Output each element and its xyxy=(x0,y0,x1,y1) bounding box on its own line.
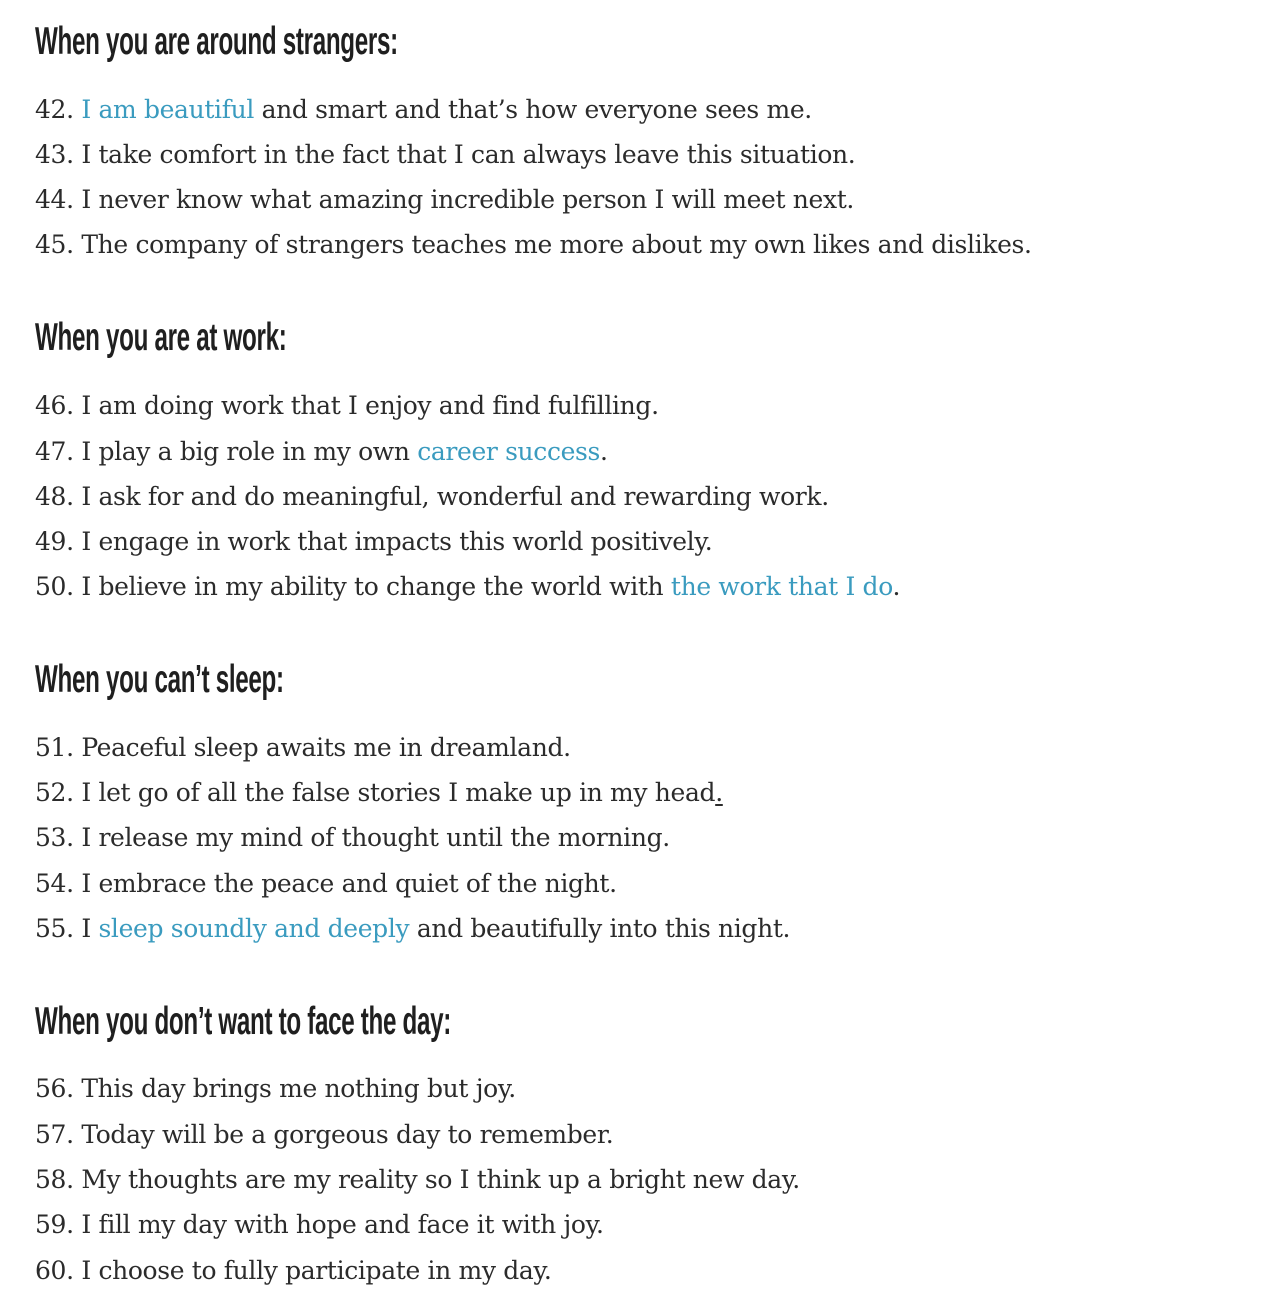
affirmation-60 xyxy=(35,1255,551,1287)
item-number: 59. xyxy=(35,1210,74,1239)
item-text: I choose to fully participate in my day. xyxy=(81,1256,552,1285)
item-number: 53. xyxy=(35,823,74,852)
affirmation-46 xyxy=(35,390,659,422)
item-text: I fill my day with hope and face it with joy. xyxy=(81,1210,604,1239)
affirmation-47 xyxy=(35,436,608,468)
item-text: I am doing work that I enjoy and find fulfilling. xyxy=(81,391,659,420)
item-number: 42. xyxy=(35,95,74,124)
item-number: 55. xyxy=(35,914,74,943)
item-text: I engage in work that impacts this world positively. xyxy=(81,527,713,556)
affirmation-54 xyxy=(35,868,617,900)
item-text: My thoughts are my reality so I think up a bright new day. xyxy=(81,1165,800,1194)
career-success-link[interactable]: career success xyxy=(417,437,601,466)
affirmation-56 xyxy=(35,1073,516,1105)
sleep-soundly-link[interactable]: sleep soundly and deeply xyxy=(98,914,410,943)
affirmation-43 xyxy=(35,139,855,171)
affirmation-42 xyxy=(35,94,812,126)
section-heading-face-the-day: When you don’t want to face the day: xyxy=(35,1000,452,1043)
item-number: 46. xyxy=(35,391,74,420)
item-number: 57. xyxy=(35,1120,74,1149)
item-number: 56. xyxy=(35,1074,74,1103)
item-text: and smart and that’s how everyone sees me. xyxy=(254,95,812,124)
item-text: I believe in my ability to change the world with xyxy=(81,572,671,601)
item-text: I ask for and do meaningful, wonderful and rewarding work. xyxy=(81,482,829,511)
item-text: I xyxy=(81,914,99,943)
section-heading-work: When you are at work: xyxy=(35,316,287,359)
item-text: This day brings me nothing but joy. xyxy=(81,1074,516,1103)
affirmation-55 xyxy=(35,913,790,945)
affirmation-59 xyxy=(35,1209,604,1241)
item-number: 51. xyxy=(35,733,74,762)
item-text: I play a big role in my own xyxy=(81,437,418,466)
affirmation-58 xyxy=(35,1164,800,1196)
item-text: I never know what amazing incredible person I will meet next. xyxy=(81,185,854,214)
item-number: 47. xyxy=(35,437,74,466)
item-number: 60. xyxy=(35,1256,74,1285)
item-text: and beautifully into this night. xyxy=(409,914,791,943)
section-heading-strangers: When you are around strangers: xyxy=(35,20,398,63)
head-period-link[interactable]: . xyxy=(715,778,723,807)
item-text: Today will be a gorgeous day to remember. xyxy=(81,1120,614,1149)
affirmation-50 xyxy=(35,571,900,603)
item-text: . xyxy=(892,572,901,601)
affirmation-48 xyxy=(35,481,829,513)
affirmation-51 xyxy=(35,732,571,764)
item-text: . xyxy=(600,437,608,466)
item-text: I let go of all the false stories I make up in my head xyxy=(81,778,716,807)
the-work-that-i-do-link[interactable]: the work that I do xyxy=(670,572,893,601)
item-text: I embrace the peace and quiet of the night. xyxy=(81,869,617,898)
affirmation-53 xyxy=(35,822,670,854)
affirmation-44 xyxy=(35,184,854,216)
affirmation-49 xyxy=(35,526,712,558)
item-text: The company of strangers teaches me more about my own likes and dislikes. xyxy=(81,230,1032,259)
item-number: 49. xyxy=(35,527,74,556)
item-number: 48. xyxy=(35,482,74,511)
i-am-beautiful-link[interactable]: I am beautiful xyxy=(81,95,255,124)
item-number: 45. xyxy=(35,230,74,259)
item-number: 54. xyxy=(35,869,74,898)
section-heading-sleep: When you can’t sleep: xyxy=(35,658,284,701)
item-number: 50. xyxy=(35,572,74,601)
affirmation-57 xyxy=(35,1119,613,1151)
item-number: 58. xyxy=(35,1165,74,1194)
item-text: I take comfort in the fact that I can always leave this situation. xyxy=(81,140,856,169)
item-number: 52. xyxy=(35,778,74,807)
item-text: I release my mind of thought until the morning. xyxy=(81,823,670,852)
affirmation-52 xyxy=(35,777,723,809)
item-number: 44. xyxy=(35,185,74,214)
affirmation-45 xyxy=(35,229,1032,261)
item-text: Peaceful sleep awaits me in dreamland. xyxy=(81,733,571,762)
item-number: 43. xyxy=(35,140,74,169)
